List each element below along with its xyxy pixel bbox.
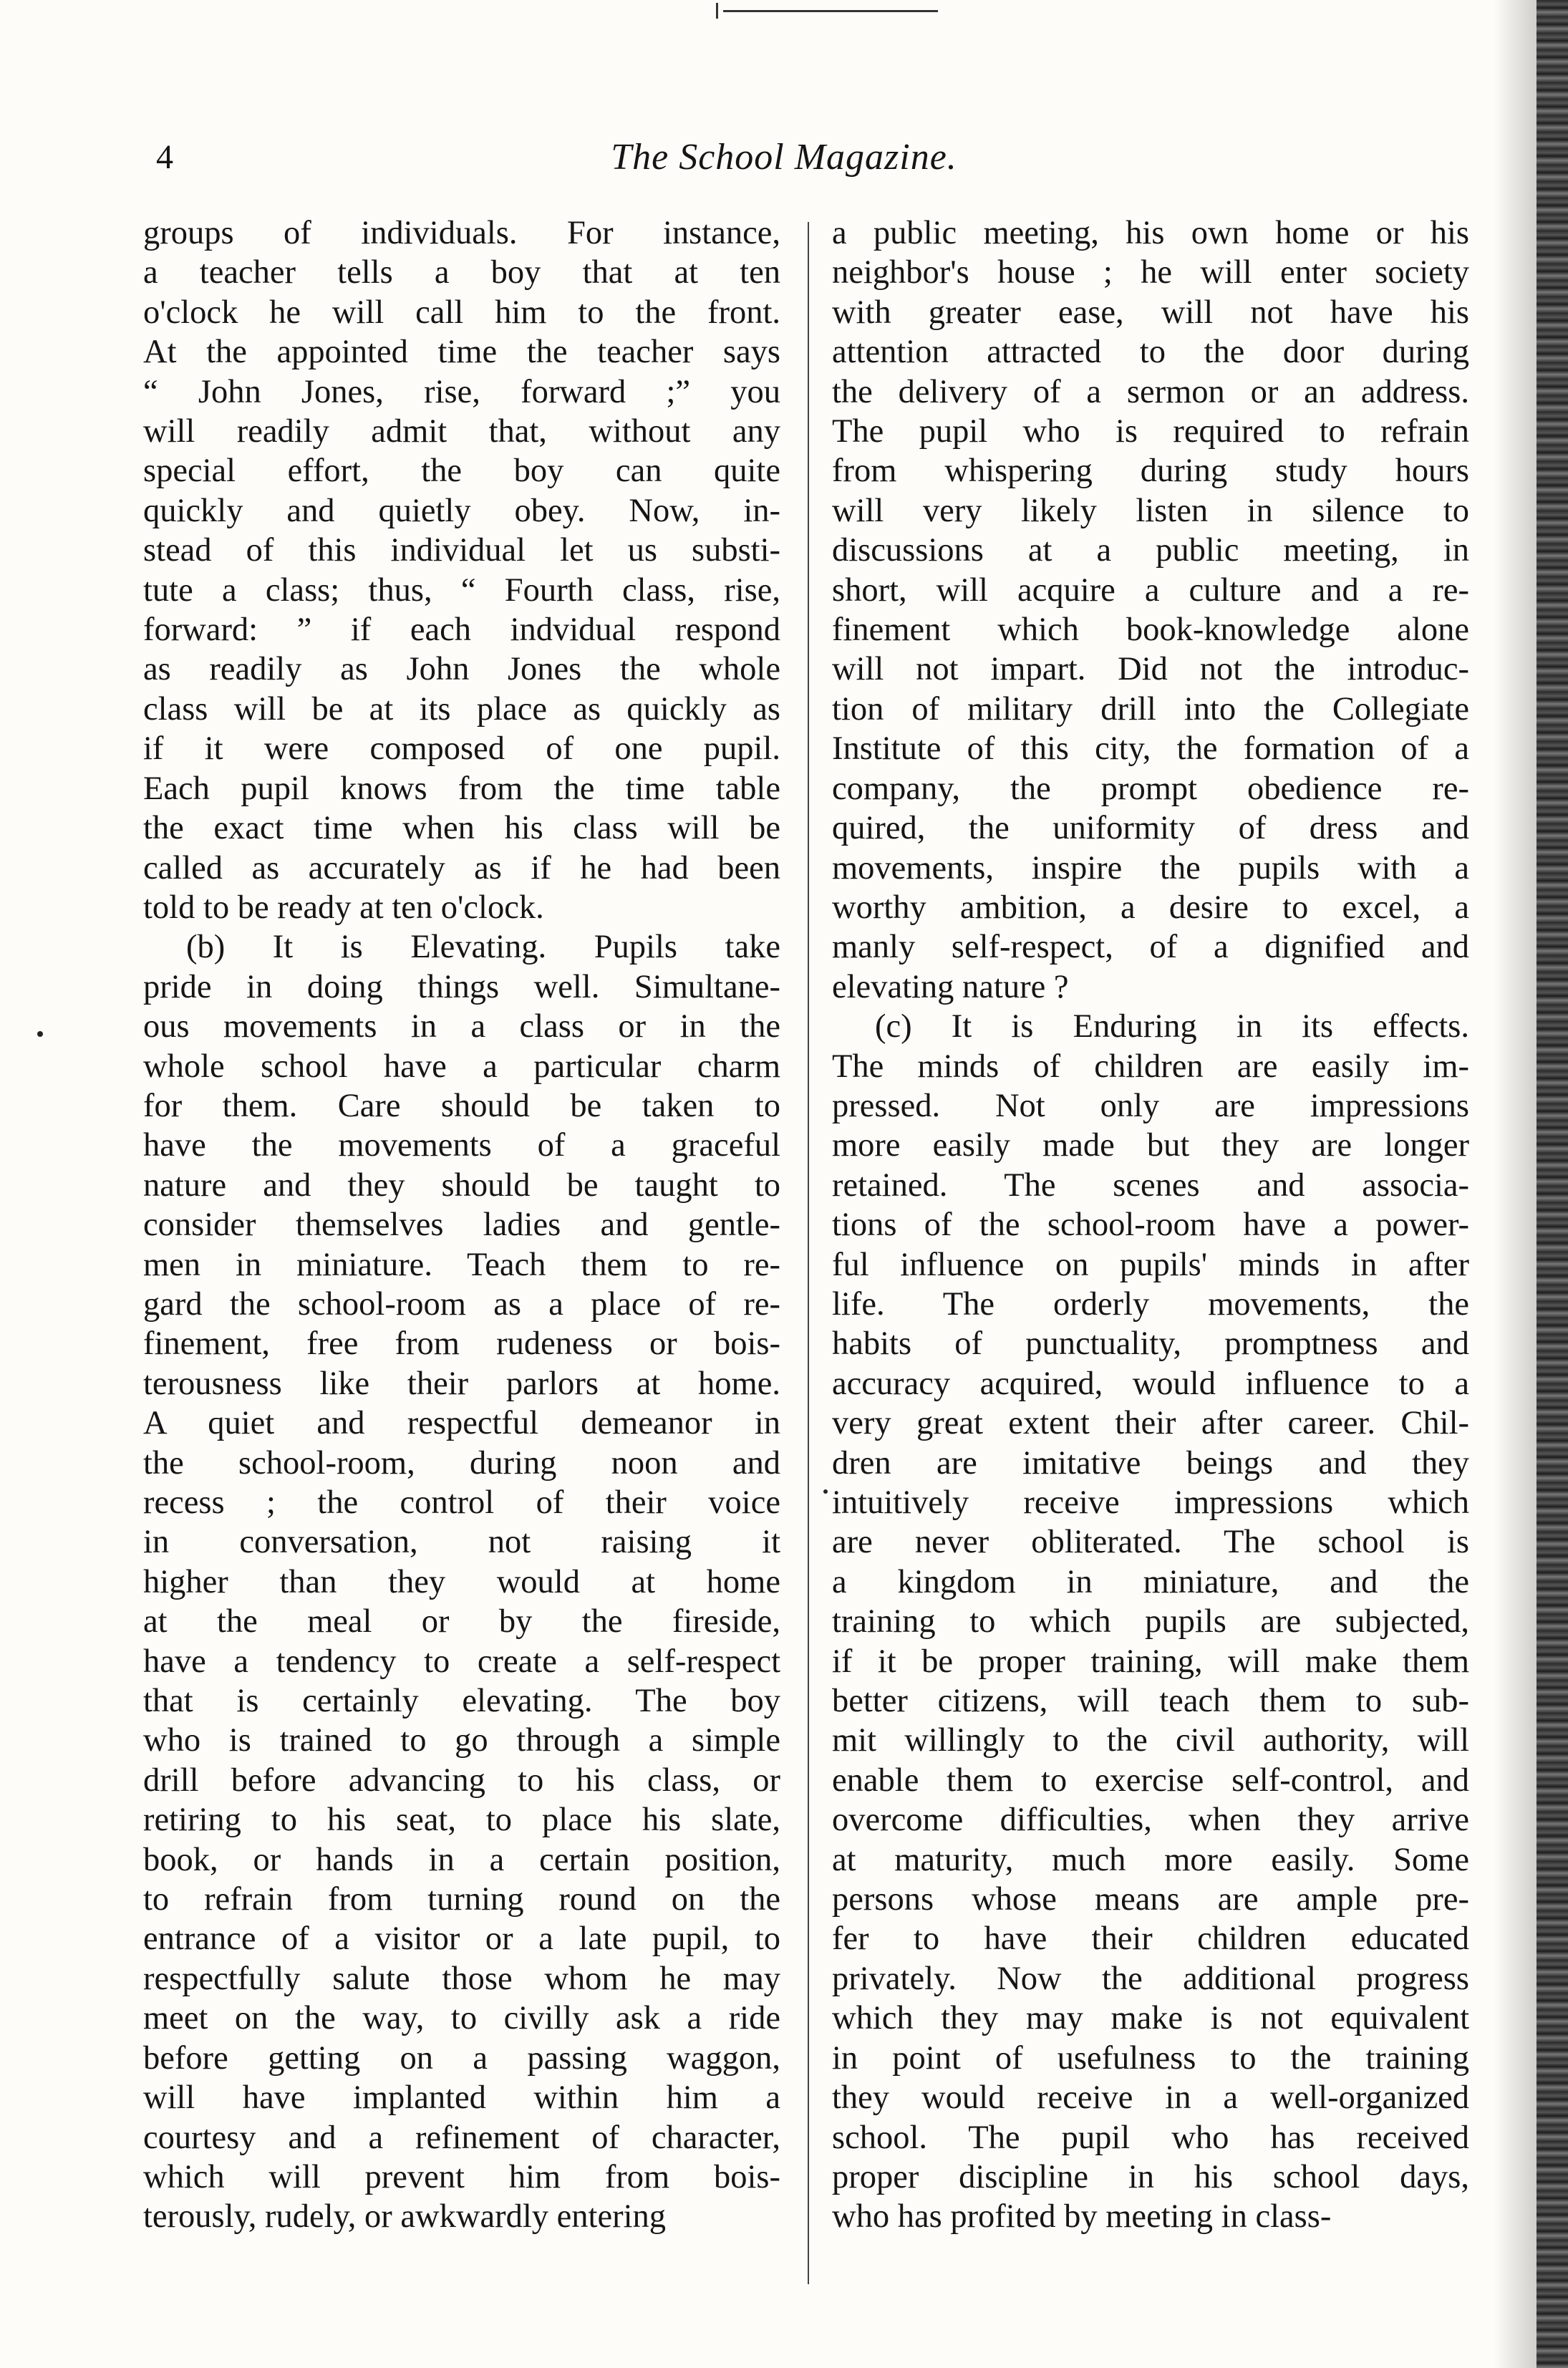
text-line: Each pupil knows from the time table [143,770,780,807]
text-line: the exact time when his class will be [143,810,780,847]
text-line: movements, inspire the pupils with a [832,849,1469,886]
text-line: mit willingly to the civil authority, will [832,1722,1469,1759]
text-line: quired, the uniformity of dress and [832,810,1469,847]
text-line: (c) It is Enduring in its effects. [875,1008,1469,1045]
text-line: ous movements in a class or in the [143,1008,780,1045]
text-line: have the movements of a graceful [143,1127,780,1164]
page-header [0,129,1568,186]
text-line: fer to have their children educated [832,1920,1469,1958]
text-line: in conversation, not raising it [143,1524,780,1561]
text-line: with greater ease, will not have his [832,294,1469,331]
text-line: the school-room, during noon and [143,1444,780,1482]
text-line: elevating nature ? [832,968,1069,1005]
text-line: higher than they would at home [143,1563,780,1600]
text-line: a kingdom in miniature, and the [832,1563,1469,1600]
text-line: who has profited by meeting in class- [832,2198,1332,2236]
text-line: enable them to exercise self-control, and [832,1761,1469,1799]
text-line: worthy ambition, a desire to excel, a [832,889,1469,926]
text-line: as readily as John Jones the whole [143,651,780,688]
text-line: At the appointed time the teacher says [143,334,780,371]
text-line: o'clock he will call him to the front. [143,294,780,331]
text-line: attention attracted to the door during [832,334,1469,371]
text-line: men in miniature. Teach them to re- [143,1246,780,1283]
right-column [832,213,1469,2237]
text-line: training to which pupils are subjected, [832,1603,1469,1640]
text-line: to refrain from turning round on the [143,1881,780,1918]
text-line: class will be at its place as quickly as [143,690,780,728]
text-line: if it were composed of one pupil. [143,730,780,768]
text-line: if it be proper training, will make them [832,1643,1469,1680]
text-line: nature and they should be taught to [143,1166,780,1204]
text-line: recess ; the control of their voice [143,1484,780,1521]
text-line: will not impart. Did not the introduc- [832,651,1469,688]
text-line: terously, rudely, or awkwardly entering [143,2198,666,2236]
text-line: habits of punctuality, promptness and [832,1325,1469,1363]
text-line: finement, free from rudeness or bois- [143,1325,780,1363]
text-line: will have implanted within him a [143,2079,780,2117]
text-line: terousness like their parlors at home. [143,1365,780,1402]
text-line: drill before advancing to his class, or [143,1761,780,1799]
text-line: before getting on a passing waggon, [143,2039,780,2077]
text-line: persons whose means are ample pre- [832,1881,1469,1918]
text-line: intuitively receive impressions which [832,1484,1469,1521]
text-line: will very likely listen in silence to [832,492,1469,529]
text-line: overcome difficulties, when they arrive [832,1802,1469,1839]
text-line: ful influence on pupils' minds in after [832,1246,1469,1283]
text-line: for them. Care should be taken to [143,1087,780,1124]
text-line: The pupil who is required to refrain [832,413,1469,450]
text-line: retiring to his seat, to place his slate, [143,1802,780,1839]
text-line: more easily made but they are longer [832,1127,1469,1164]
text-line: life. The orderly movements, the [832,1285,1469,1323]
text-line: discussions at a public meeting, in [832,532,1469,569]
text-line: told to be ready at ten o'clock. [143,889,544,926]
text-line: book, or hands in a certain position, [143,1841,780,1878]
stray-mark [37,1031,43,1037]
text-line: privately. Now the additional progress [832,1960,1469,1997]
text-line: tute a class; thus, “ Fourth class, rise, [143,571,780,609]
running-title: The School Magazine. [611,137,957,178]
text-line: that is certainly elevating. The boy [143,1683,780,1720]
text-line: very great extent their after career. Chil- [832,1405,1469,1442]
text-line: meet on the way, to civilly ask a ride [143,2000,780,2037]
text-line: dren are imitative beings and they [832,1444,1469,1482]
text-line: at maturity, much more easily. Some [832,1841,1469,1878]
text-line: tion of military drill into the Collegiate [832,690,1469,728]
text-line: the delivery of a sermon or an address. [832,373,1469,410]
text-line: have a tendency to create a self-respect [143,1643,780,1680]
text-line: gard the school-room as a place of re- [143,1285,780,1323]
text-line: are never obliterated. The school is [832,1524,1469,1561]
text-line: retained. The scenes and associa- [832,1166,1469,1204]
text-line: quickly and quietly obey. Now, in- [143,492,780,529]
text-line: from whispering during study hours [832,453,1469,490]
text-line: proper discipline in his school days, [832,2158,1469,2195]
text-line: at the meal or by the fireside, [143,1603,780,1640]
text-line: tions of the school-room have a power- [832,1207,1469,1244]
text-line: company, the prompt obedience re- [832,770,1469,807]
text-line: in point of usefulness to the training [832,2039,1469,2077]
text-line: a teacher tells a boy that at ten [143,254,780,291]
text-line: called as accurately as if he had been [143,849,780,886]
text-line: which they may make is not equivalent [832,2000,1469,2037]
text-line: (b) It is Elevating. Pupils take [186,929,780,966]
text-line: a public meeting, his own home or his [832,215,1469,251]
text-line: better citizens, will teach them to sub- [832,1683,1469,1720]
text-line: “ John Jones, rise, forward ;” you [143,373,780,410]
top-margin-mark [716,3,718,19]
page-edge-binding [1536,0,1568,2368]
page-number: 4 [156,138,173,176]
text-line: who is trained to go through a simple [143,1722,780,1759]
top-margin-rule [723,10,938,16]
text-line: they would receive in a well-organized [832,2079,1469,2117]
left-column [143,213,780,2237]
text-line: which will prevent him from bois- [143,2158,780,2195]
text-line: respectfully salute those whom he may [143,1960,780,1997]
text-line: pride in doing things well. Simultane- [143,968,780,1005]
text-line: stead of this individual let us substi- [143,532,780,569]
text-line: neighbor's house ; he will enter society [832,254,1469,291]
text-line: short, will acquire a culture and a re- [832,571,1469,609]
text-line: accuracy acquired, would influence to a [832,1365,1469,1402]
column-divider [808,222,809,2284]
text-line: courtesy and a refinement of character, [143,2119,780,2156]
text-line: finement which book-knowledge alone [832,612,1469,649]
text-line: special effort, the boy can quite [143,453,780,490]
text-line: Institute of this city, the formation of a [832,730,1469,768]
text-line: consider themselves ladies and gentle- [143,1207,780,1244]
text-line: A quiet and respectful demeanor in [143,1405,780,1442]
stray-mark [823,1489,828,1494]
page-edge-shadow [1494,0,1536,2368]
text-line: whole school have a particular charm [143,1048,780,1085]
text-line: entrance of a visitor or a late pupil, to [143,1920,780,1958]
text-line: pressed. Not only are impressions [832,1087,1469,1124]
text-line: groups of individuals. For instance, [143,215,780,251]
text-line: The minds of children are easily im- [832,1048,1469,1085]
text-line: school. The pupil who has received [832,2119,1469,2156]
text-line: manly self-respect, of a dignified and [832,929,1469,966]
text-line: will readily admit that, without any [143,413,780,450]
text-line: forward: ” if each indvidual respond [143,612,780,649]
